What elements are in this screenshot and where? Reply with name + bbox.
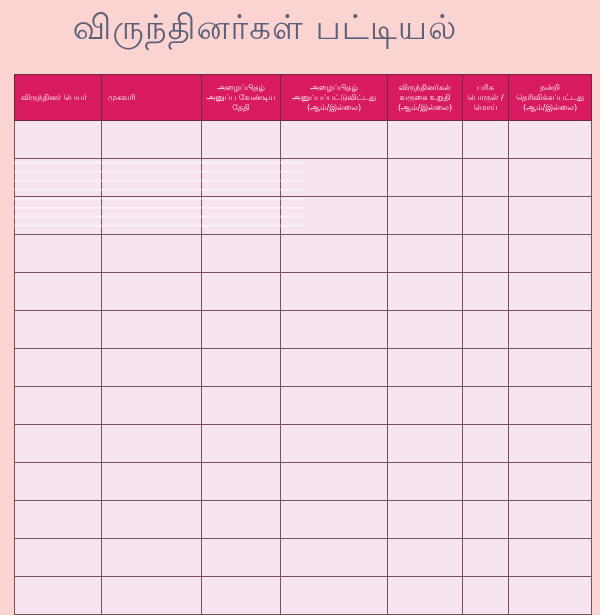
table-cell[interactable]	[509, 197, 592, 235]
header-thanked: நன்றி தெரிவிக்கப்பட்டது (ஆம்/இல்லை)	[509, 75, 592, 121]
table-cell[interactable]	[509, 349, 592, 387]
table-cell[interactable]	[281, 311, 388, 349]
header-address: முகவரி	[102, 75, 202, 121]
table-cell[interactable]	[202, 311, 281, 349]
table-cell[interactable]	[202, 159, 281, 197]
table-cell[interactable]	[388, 273, 463, 311]
table-cell[interactable]	[202, 387, 281, 425]
table-cell[interactable]	[388, 539, 463, 577]
table-cell[interactable]	[388, 425, 463, 463]
table-row	[15, 387, 592, 425]
guest-list-table	[14, 74, 592, 615]
table-cell[interactable]	[281, 349, 388, 387]
table-cell[interactable]	[509, 273, 592, 311]
table-cell[interactable]	[15, 577, 102, 615]
table-cell[interactable]	[388, 501, 463, 539]
table-cell[interactable]	[463, 311, 509, 349]
table-cell[interactable]	[463, 463, 509, 501]
table-row	[15, 197, 592, 235]
header-guest-name: விருந்தினர் பெயர்	[15, 75, 102, 121]
table-row	[15, 349, 592, 387]
table-cell[interactable]	[463, 539, 509, 577]
table-row	[15, 121, 592, 159]
table-cell[interactable]	[102, 349, 202, 387]
table-cell[interactable]	[202, 235, 281, 273]
table-cell[interactable]	[202, 463, 281, 501]
header-gift: பரிசு பொருள் / மொய்	[463, 75, 509, 121]
table-row	[15, 159, 592, 197]
table-cell[interactable]	[509, 425, 592, 463]
table-cell[interactable]	[15, 387, 102, 425]
table-cell[interactable]	[463, 425, 509, 463]
header-invite-send-date: அழைப்பிதழ் அனுப்ப வேண்டிய தேதி	[202, 75, 281, 121]
table-cell[interactable]	[281, 121, 388, 159]
table-cell[interactable]	[102, 121, 202, 159]
table-cell[interactable]	[102, 501, 202, 539]
table-cell[interactable]	[463, 273, 509, 311]
table-row	[15, 273, 592, 311]
table-cell[interactable]	[509, 577, 592, 615]
table-cell[interactable]	[388, 235, 463, 273]
table-cell[interactable]	[102, 273, 202, 311]
table-cell[interactable]	[281, 273, 388, 311]
table-row	[15, 577, 592, 615]
table-row	[15, 539, 592, 577]
table-cell[interactable]	[202, 349, 281, 387]
table-cell[interactable]	[102, 387, 202, 425]
table-cell[interactable]	[102, 311, 202, 349]
table-cell[interactable]	[15, 121, 102, 159]
table-cell[interactable]	[388, 387, 463, 425]
table-cell[interactable]	[388, 311, 463, 349]
table-row	[15, 425, 592, 463]
table-row	[15, 235, 592, 273]
table-cell[interactable]	[281, 463, 388, 501]
table-cell[interactable]	[281, 501, 388, 539]
table-cell[interactable]	[388, 159, 463, 197]
table-row	[15, 463, 592, 501]
table-cell[interactable]	[509, 387, 592, 425]
table-cell[interactable]	[15, 235, 102, 273]
table-cell[interactable]	[102, 159, 202, 197]
table-cell[interactable]	[15, 197, 102, 235]
table-cell[interactable]	[388, 349, 463, 387]
header-row	[15, 75, 592, 121]
table-cell[interactable]	[202, 273, 281, 311]
table-cell[interactable]	[15, 539, 102, 577]
table-cell[interactable]	[15, 463, 102, 501]
table-cell[interactable]	[281, 387, 388, 425]
table-cell[interactable]	[281, 425, 388, 463]
table-cell[interactable]	[463, 197, 509, 235]
table-cell[interactable]	[102, 425, 202, 463]
table-cell[interactable]	[388, 121, 463, 159]
table-row	[15, 501, 592, 539]
table-cell[interactable]	[202, 197, 281, 235]
table-cell[interactable]	[281, 577, 388, 615]
table-cell[interactable]	[509, 159, 592, 197]
table-cell[interactable]	[102, 197, 202, 235]
table-body	[15, 121, 592, 615]
table-cell[interactable]	[102, 463, 202, 501]
table-cell[interactable]	[102, 235, 202, 273]
table-cell[interactable]	[281, 539, 388, 577]
table-cell[interactable]	[509, 235, 592, 273]
table-cell[interactable]	[463, 349, 509, 387]
header-invite-sent: அழைப்பிதழ் அனுப்பப்பட்டுவிட்டது (ஆம்/இல்லை)	[281, 75, 388, 121]
table-cell[interactable]	[102, 577, 202, 615]
table-cell[interactable]	[15, 311, 102, 349]
table-cell[interactable]	[463, 159, 509, 197]
table-cell[interactable]	[202, 539, 281, 577]
page-title: விருந்தினர்கள் பட்டியல்	[72, 8, 458, 48]
table-cell[interactable]	[388, 463, 463, 501]
table-cell[interactable]	[102, 539, 202, 577]
table-cell[interactable]	[509, 463, 592, 501]
table-cell[interactable]	[388, 577, 463, 615]
table-cell[interactable]	[463, 121, 509, 159]
table-cell[interactable]	[463, 501, 509, 539]
table-row	[15, 311, 592, 349]
table-cell[interactable]	[15, 273, 102, 311]
table-cell[interactable]	[281, 159, 388, 197]
table-cell[interactable]	[15, 425, 102, 463]
table-cell[interactable]	[15, 501, 102, 539]
table-cell[interactable]	[202, 577, 281, 615]
table-cell[interactable]	[281, 197, 388, 235]
table-cell[interactable]	[509, 311, 592, 349]
table-cell[interactable]	[15, 159, 102, 197]
header-attendance-confirmed: விருந்தினர்கள் வருகை உறுதி (ஆம்/இல்லை)	[388, 75, 463, 121]
table-cell[interactable]	[509, 539, 592, 577]
table-cell[interactable]	[509, 501, 592, 539]
table-cell[interactable]	[281, 235, 388, 273]
table-cell[interactable]	[463, 235, 509, 273]
table-cell[interactable]	[202, 501, 281, 539]
table-cell[interactable]	[202, 121, 281, 159]
table-cell[interactable]	[15, 349, 102, 387]
table-cell[interactable]	[388, 197, 463, 235]
table-cell[interactable]	[463, 387, 509, 425]
table-cell[interactable]	[463, 577, 509, 615]
table-cell[interactable]	[202, 425, 281, 463]
table-cell[interactable]	[509, 121, 592, 159]
